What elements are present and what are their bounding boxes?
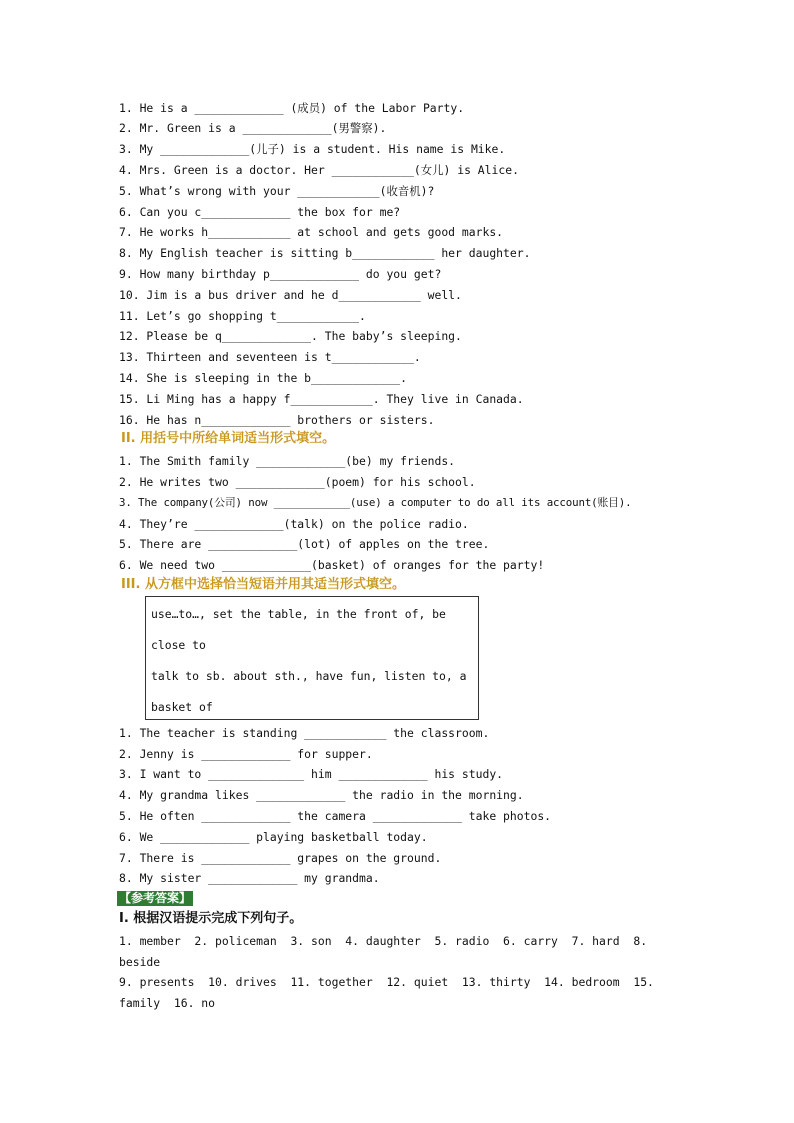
section3-heading: III. 从方框中选择恰当短语并用其适当形式填空。 xyxy=(121,577,405,592)
s1-line-6: 6. Can you c_____________ the box for me? xyxy=(119,205,401,219)
s2-line-2: 2. He writes two _____________(poem) for his school. xyxy=(119,475,476,489)
s3-line-7: 7. There is _____________ grapes on the ground. xyxy=(119,851,442,865)
s2-line-1: 1. The Smith family _____________(be) my friends. xyxy=(119,454,456,468)
s2-line-3: 3. The company(公司) now ____________(use) a computer to do all its account(账目). xyxy=(119,496,632,509)
answer-key-tag: 【参考答案】 xyxy=(119,891,192,905)
s2-line-6: 6. We need two _____________(basket) of oranges for the party! xyxy=(119,558,545,572)
s3-line-8: 8. My sister _____________ my grandma. xyxy=(119,871,380,885)
phrase-box-line-4: basket of xyxy=(151,700,213,714)
s3-line-6: 6. We _____________ playing basketball today. xyxy=(119,830,428,844)
section2-heading: II. 用括号中所给单词适当形式填空。 xyxy=(121,431,336,446)
s3-line-4: 4. My grandma likes _____________ the radio in the morning. xyxy=(119,788,524,802)
s1-line-13: 13. Thirteen and seventeen is t____________. xyxy=(119,350,421,364)
s1-line-14: 14. She is sleeping in the b_____________. xyxy=(119,371,408,385)
s2-line-4: 4. They’re _____________(talk) on the police radio. xyxy=(119,517,469,531)
s1-line-9: 9. How many birthday p_____________ do you get? xyxy=(119,267,442,281)
s1-line-10: 10. Jim is a bus driver and he d____________ well. xyxy=(119,288,462,302)
s1-line-11: 11. Let’s go shopping t____________. xyxy=(119,309,366,323)
answers-line-2: beside xyxy=(119,955,161,969)
s1-line-12: 12. Please be q_____________. The baby’s sleeping. xyxy=(119,329,462,343)
s1-line-4: 4. Mrs. Green is a doctor. Her ____________(女儿) is Alice. xyxy=(119,163,519,177)
answers-line-1: 1. member 2. policeman 3. son 4. daughter 5. radio 6. carry 7. hard 8. xyxy=(119,934,648,948)
s1-line-7: 7. He works h____________ at school and gets good marks. xyxy=(119,225,504,239)
answers-line-4: family 16. no xyxy=(119,996,216,1010)
phrase-box-line-3: talk to sb. about sth., have fun, listen to, a xyxy=(151,669,467,683)
s3-line-5: 5. He often _____________ the camera _____________ take photos. xyxy=(119,809,552,823)
s1-line-16: 16. He has n_____________ brothers or sisters. xyxy=(119,413,435,427)
phrase-box xyxy=(145,596,479,720)
s1-line-15: 15. Li Ming has a happy f____________. They live in Canada. xyxy=(119,392,524,406)
s3-line-3: 3. I want to ______________ him _____________ his study. xyxy=(119,767,504,781)
s3-line-2: 2. Jenny is _____________ for supper. xyxy=(119,747,373,761)
phrase-box-line-2: close to xyxy=(151,638,206,652)
answers-heading: I. 根据汉语提示完成下列句子。 xyxy=(119,911,303,926)
s1-line-8: 8. My English teacher is sitting b____________ her daughter. xyxy=(119,246,531,260)
s3-line-1: 1. The teacher is standing ____________ the classroom. xyxy=(119,726,490,740)
phrase-box-line-1: use…to…, set the table, in the front of, be xyxy=(151,607,446,621)
s1-line-1: 1. He is a _____________ (成员) of the Labor Party. xyxy=(119,101,465,115)
s1-line-5: 5. What’s wrong with your ____________(收音机)? xyxy=(119,184,435,198)
s1-line-2: 2. Mr. Green is a _____________(男警察). xyxy=(119,121,387,135)
answers-line-3: 9. presents 10. drives 11. together 12. quiet 13. thirty 14. bedroom 15. xyxy=(119,975,654,989)
s1-line-3: 3. My _____________(儿子) is a student. His name is Mike. xyxy=(119,142,506,156)
s2-line-5: 5. There are _____________(lot) of apples on the tree. xyxy=(119,537,490,551)
